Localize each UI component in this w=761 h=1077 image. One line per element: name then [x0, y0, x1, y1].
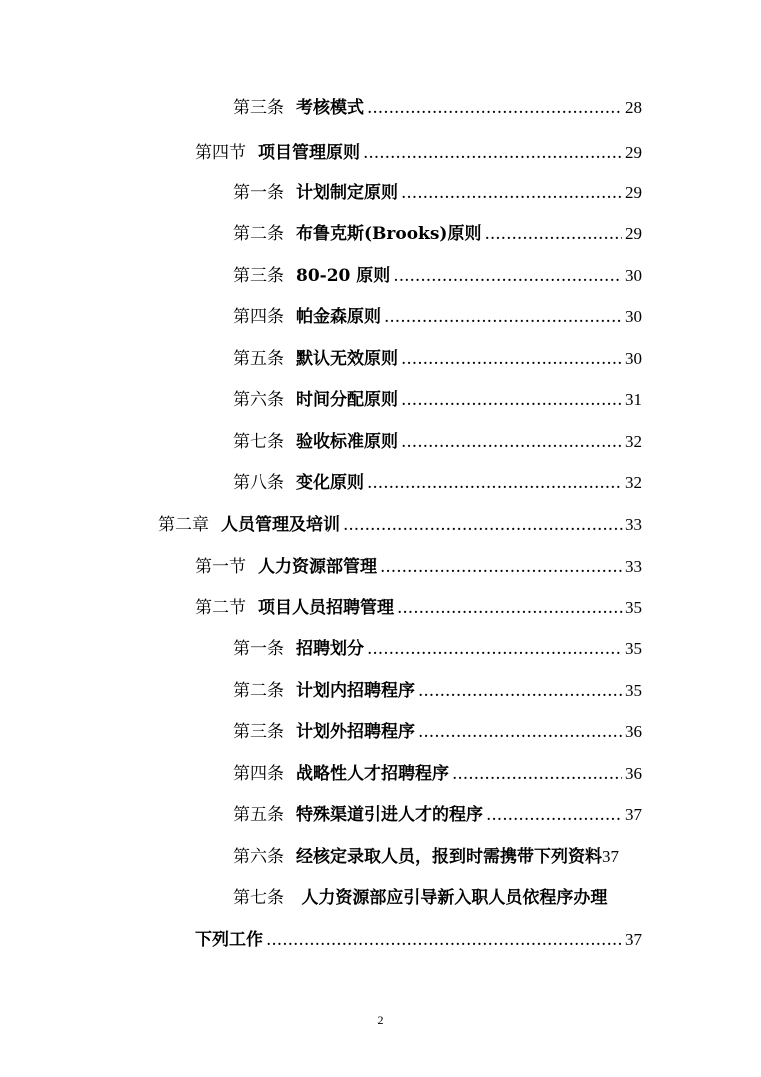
toc-entry-number: 第四条: [233, 764, 284, 784]
toc-entry-number: 第二节: [195, 598, 246, 618]
toc-entry-page: 29: [625, 183, 642, 202]
dot-leader: [363, 142, 622, 164]
toc-entry-number: 第一条: [233, 183, 284, 203]
toc-entry-page: 31: [625, 390, 642, 409]
toc-entry-title: 人力资源部应引导新入职人员依程序办理: [301, 888, 608, 908]
toc-entry-page: 37: [625, 805, 642, 824]
toc-entry[interactable]: [233, 306, 642, 328]
toc-entry-page: 33: [625, 515, 642, 534]
toc-entry-title: 项目人员招聘管理: [258, 598, 394, 618]
dot-leader: [367, 638, 622, 660]
toc-entry-title: 80-20 原则: [296, 266, 391, 286]
toc-entry-number: 第四条: [233, 307, 284, 327]
toc-entry-number: 第二章: [158, 515, 209, 535]
toc-entry-page: 29: [625, 224, 642, 243]
toc-entry-number: 第六条: [233, 390, 284, 410]
toc-entry-title: 战略性人才招聘程序: [296, 764, 449, 784]
dot-leader: [486, 804, 622, 826]
dot-leader: [266, 929, 624, 951]
toc-entry-title: 计划外招聘程序: [296, 722, 415, 742]
toc-entry-page: 37: [625, 930, 642, 949]
toc-entry-title: 招聘划分: [296, 639, 364, 659]
toc-entry-page: 37: [602, 847, 619, 866]
toc-entry[interactable]: [233, 763, 642, 785]
toc-entry-number: 第三条: [233, 98, 284, 118]
toc-entry-page: 36: [625, 764, 642, 783]
toc-entry[interactable]: [233, 721, 642, 743]
toc-entry-title: 考核模式: [296, 98, 364, 118]
toc-entry[interactable]: [195, 142, 642, 164]
toc-entry[interactable]: [233, 680, 642, 702]
dot-leader: [380, 556, 622, 578]
dot-leader: [484, 223, 622, 245]
toc-entry-number: 第一条: [233, 639, 284, 659]
toc-entry-page: 29: [625, 143, 642, 162]
toc-entry-number: 第八条: [233, 473, 284, 493]
toc-entry[interactable]: [195, 556, 642, 578]
toc-entry-number: 第六条: [233, 847, 284, 867]
toc-entry-number: 第四节: [195, 143, 246, 163]
toc-entry-continuation[interactable]: [195, 929, 642, 951]
toc-entry[interactable]: [233, 472, 642, 494]
toc-entry-number: 第二条: [233, 224, 284, 244]
dot-leader: [384, 306, 622, 328]
toc-entry-number: 第三条: [233, 722, 284, 742]
toc-entry[interactable]: [233, 182, 642, 204]
dot-leader: [343, 514, 624, 536]
toc-entry-page: 32: [625, 473, 642, 492]
toc-entry-title: 计划制定原则: [296, 183, 398, 203]
dot-leader: [418, 680, 622, 702]
toc-entry-page: 30: [625, 349, 642, 368]
toc-entry-title: 布鲁克斯(Brooks)原则: [296, 224, 482, 244]
toc-entry[interactable]: [233, 804, 642, 826]
toc-entry-title: 验收标准原则: [296, 432, 398, 452]
toc-entry-number: 第一节: [195, 557, 246, 577]
toc-entry-page: 30: [625, 307, 642, 326]
dot-leader: [418, 721, 622, 743]
toc-entry-number: 第二条: [233, 681, 284, 701]
dot-leader: [401, 389, 624, 411]
dot-leader: [367, 472, 622, 494]
toc-entry-page: 35: [625, 598, 642, 617]
toc-entry[interactable]: [233, 846, 619, 868]
toc-entry-page: 30: [625, 266, 642, 285]
toc-entry-title: 人员管理及培训: [221, 515, 340, 535]
toc-entry-number: 第七条: [233, 432, 284, 452]
toc-entry[interactable]: [195, 597, 642, 619]
toc-entry[interactable]: [233, 348, 642, 370]
dot-leader: [401, 182, 624, 204]
toc-entry-page: 28: [625, 98, 642, 117]
dot-leader: [452, 763, 622, 785]
toc-entry[interactable]: [158, 514, 642, 536]
toc-entry-page: 35: [625, 681, 642, 700]
dot-leader: [401, 348, 624, 370]
dot-leader: [397, 597, 624, 619]
toc-entry[interactable]: [233, 638, 642, 660]
dot-leader: [393, 265, 622, 287]
toc-entry-title: 经核定录取人员，报到时需携带下列资料: [296, 847, 602, 867]
toc-entry-wrapped[interactable]: [233, 887, 607, 909]
toc-entry-page: 36: [625, 722, 642, 741]
toc-entry-page: 32: [625, 432, 642, 451]
toc-entry[interactable]: [233, 265, 642, 287]
toc-entry-number: 第七条: [233, 888, 284, 908]
dot-leader: [401, 431, 624, 453]
toc-entry-title: 变化原则: [296, 473, 364, 493]
toc-entry-title: 人力资源部管理: [258, 557, 377, 577]
toc-entry-number: 第五条: [233, 805, 284, 825]
toc-entry-page: 33: [625, 557, 642, 576]
toc-entry[interactable]: [233, 223, 642, 245]
toc-entry-page: 35: [625, 639, 642, 658]
dot-leader: [367, 97, 622, 119]
toc-entry[interactable]: [233, 97, 642, 119]
toc-entry[interactable]: [233, 431, 642, 453]
toc-entry[interactable]: [233, 389, 642, 411]
toc-entry-number: 第三条: [233, 266, 284, 286]
toc-entry-title: 帕金森原则: [296, 307, 381, 327]
toc-entry-title-continuation: 下列工作: [195, 930, 263, 950]
toc-entry-title: 项目管理原则: [258, 143, 360, 163]
toc-entry-title: 时间分配原则: [296, 390, 398, 410]
toc-entry-title: 计划内招聘程序: [296, 681, 415, 701]
page-number: 2: [377, 1013, 384, 1027]
toc-entry-number: 第五条: [233, 349, 284, 369]
toc-entry-title: 默认无效原则: [296, 349, 398, 369]
toc-entry-title: 特殊渠道引进人才的程序: [296, 805, 483, 825]
